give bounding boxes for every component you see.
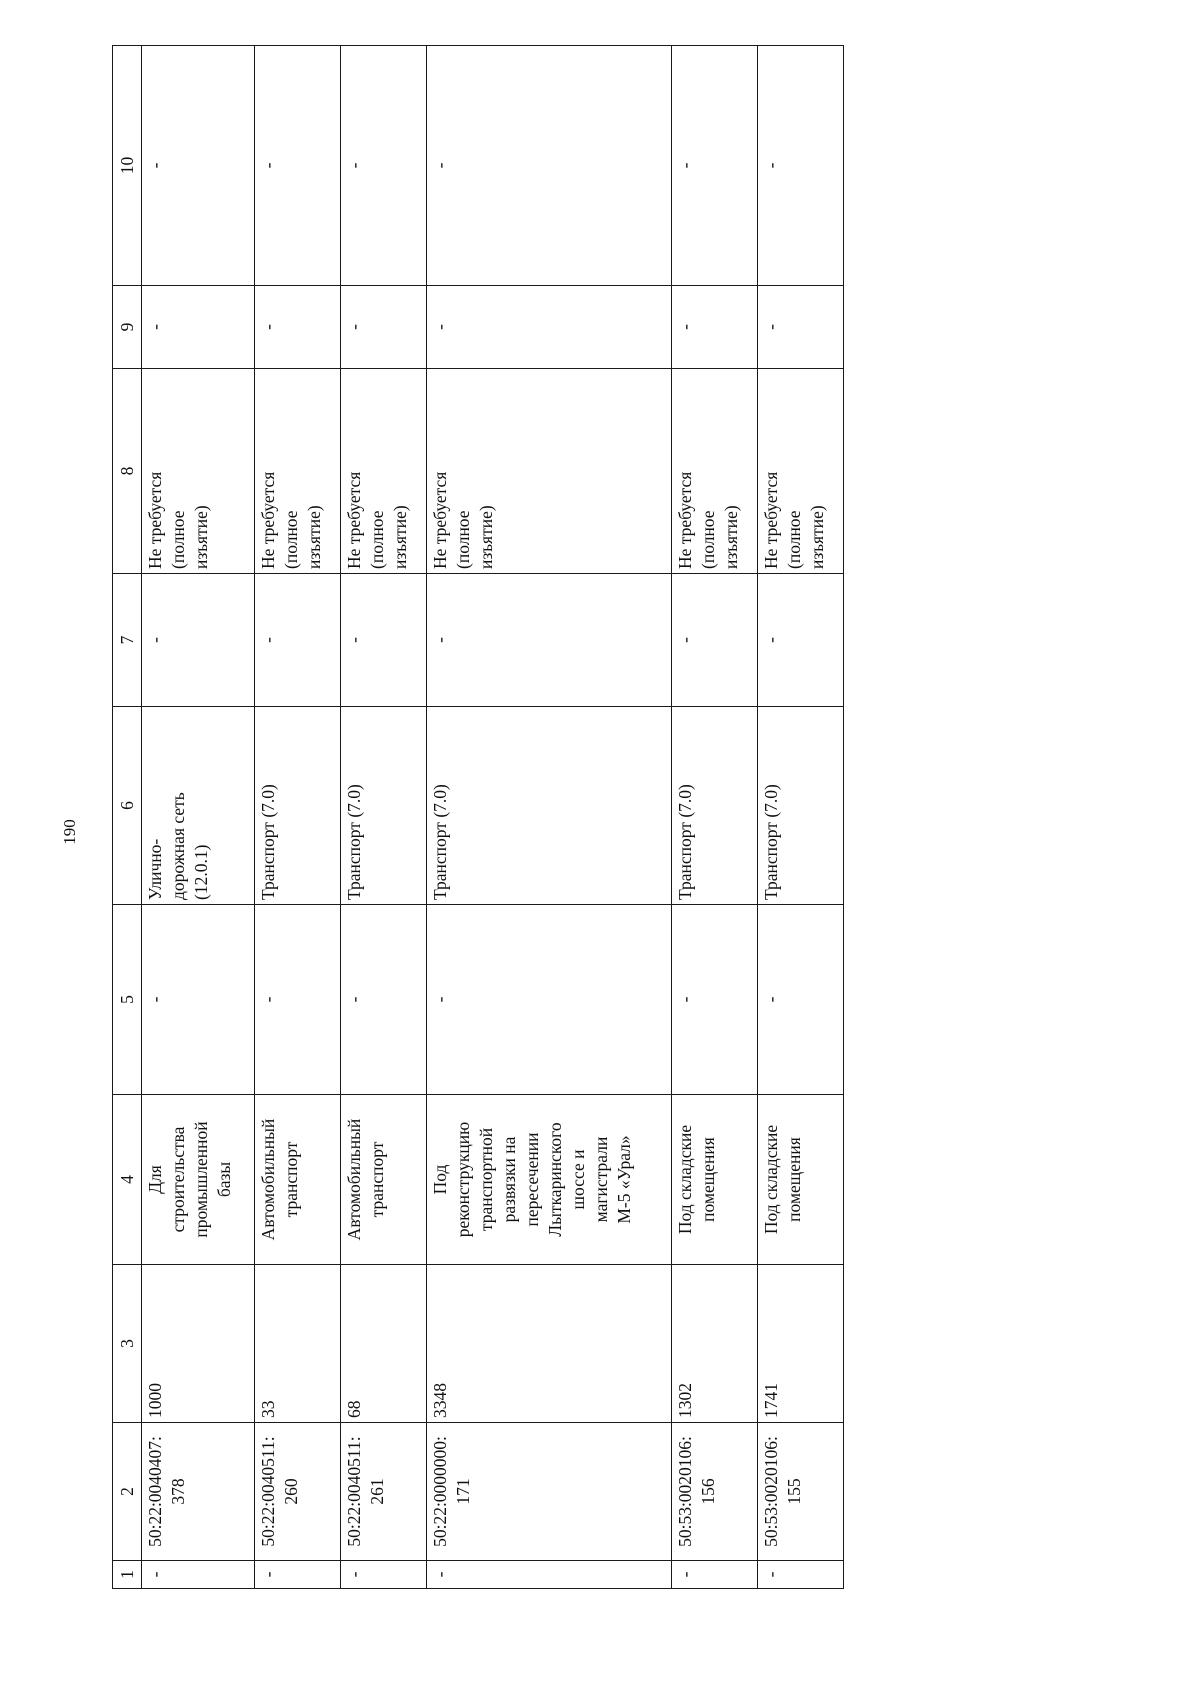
remainder-status-cell: Не требуется (полное изъятие) [427,369,672,574]
col9-cell: - [758,286,844,369]
rotated-table-container [112,46,844,1589]
col7-cell: - [758,574,844,707]
area-cell: 1000 [142,1265,255,1423]
row-number-cell: - [142,1561,255,1589]
header-cell: 9 [113,286,142,369]
header-cell: 3 [113,1265,142,1423]
col7-cell: - [341,574,427,707]
permitted-use-cell: Под складские помещения [672,1095,758,1265]
col9-cell: - [255,286,341,369]
permitted-use-cell: Автомобильный транспорт [341,1095,427,1265]
col10-cell: - [427,46,672,286]
row-number-cell: - [427,1561,672,1589]
table-row [758,46,844,1589]
area-cell: 3348 [427,1265,672,1423]
col5-cell: - [672,905,758,1095]
remainder-status-cell: Не требуется (полное изъятие) [758,369,844,574]
area-cell: 1302 [672,1265,758,1423]
col10-cell: - [672,46,758,286]
cadastral-number-cell: 50:22:0040511: 261 [341,1423,427,1561]
page-number: 190 [60,819,79,845]
cadastral-number-cell: 50:22:0000000: 171 [427,1423,672,1561]
land-use-type-cell: Транспорт (7.0) [427,707,672,905]
header-cell: 10 [113,46,142,286]
col5-cell: - [142,905,255,1095]
land-use-type-cell: Транспорт (7.0) [341,707,427,905]
col7-cell: - [672,574,758,707]
row-number-cell: - [341,1561,427,1589]
col10-cell: - [142,46,255,286]
col5-cell: - [758,905,844,1095]
land-use-type-cell: Транспорт (7.0) [758,707,844,905]
col9-cell: - [672,286,758,369]
cadastral-number-cell: 50:53:0020106: 155 [758,1423,844,1561]
col9-cell: - [142,286,255,369]
row-number-cell: - [672,1561,758,1589]
table-row [427,46,672,1589]
land-use-type-cell: Транспорт (7.0) [255,707,341,905]
area-cell: 68 [341,1265,427,1423]
cadastral-number-cell: 50:22:0040511: 260 [255,1423,341,1561]
remainder-status-cell: Не требуется (полное изъятие) [672,369,758,574]
header-row [113,46,142,1589]
col5-cell: - [427,905,672,1095]
table-body [142,46,844,1589]
table-row [672,46,758,1589]
header-cell: 4 [113,1095,142,1265]
header-cell: 7 [113,574,142,707]
row-number-cell: - [758,1561,844,1589]
col7-cell: - [255,574,341,707]
cadastral-number-cell: 50:22:0040407: 378 [142,1423,255,1561]
header-cell: 1 [113,1561,142,1589]
col9-cell: - [341,286,427,369]
header-cell: 6 [113,707,142,905]
col5-cell: - [255,905,341,1095]
area-cell: 1741 [758,1265,844,1423]
permitted-use-cell: Под складские помещения [758,1095,844,1265]
col7-cell: - [142,574,255,707]
permitted-use-cell: Под реконструкцию транспортной развязки на пересечении Лыткаринского шоссе и магистрали М-5 «Урал» [427,1095,672,1265]
cadastral-number-cell: 50:53:0020106: 156 [672,1423,758,1561]
col9-cell: - [427,286,672,369]
col10-cell: - [255,46,341,286]
land-plots-table [112,45,844,1589]
permitted-use-cell: Автомобильный транспорт [255,1095,341,1265]
land-use-type-cell: Улично- дорожная сеть (12.0.1) [142,707,255,905]
col7-cell: - [427,574,672,707]
permitted-use-cell: Для строительства промышленной базы [142,1095,255,1265]
table-row [255,46,341,1589]
remainder-status-cell: Не требуется (полное изъятие) [341,369,427,574]
row-number-cell: - [255,1561,341,1589]
table-row [142,46,255,1589]
col10-cell: - [341,46,427,286]
col10-cell: - [758,46,844,286]
col5-cell: - [341,905,427,1095]
remainder-status-cell: Не требуется (полное изъятие) [142,369,255,574]
header-cell: 5 [113,905,142,1095]
header-cell: 2 [113,1423,142,1561]
area-cell: 33 [255,1265,341,1423]
land-use-type-cell: Транспорт (7.0) [672,707,758,905]
table-row [341,46,427,1589]
remainder-status-cell: Не требуется (полное изъятие) [255,369,341,574]
header-cell: 8 [113,369,142,574]
